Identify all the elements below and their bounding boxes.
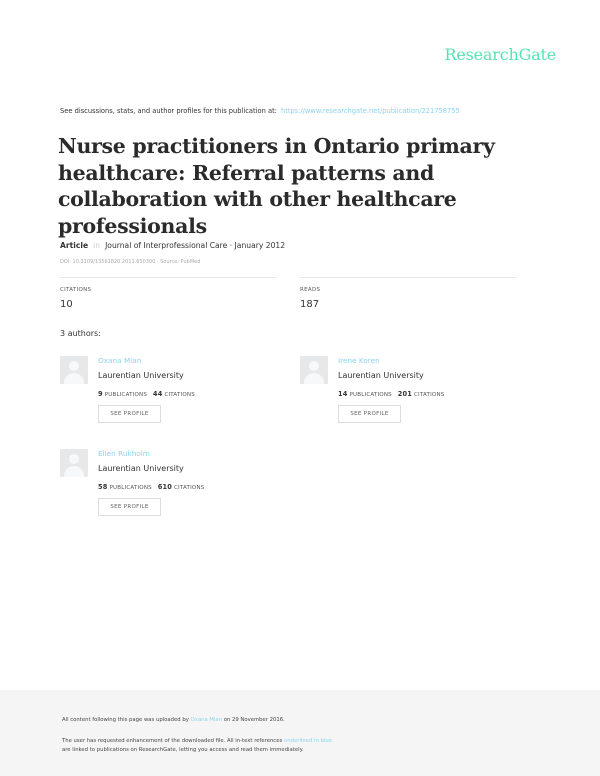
author-citations-label: CITATIONS bbox=[414, 392, 445, 398]
publication-venue: Journal of Interprofessional Care · January 2012 bbox=[105, 241, 286, 250]
author-citations-label: CITATIONS bbox=[164, 392, 195, 398]
author-publications-label: PUBLICATIONS bbox=[349, 392, 392, 398]
publication-doi: DOI: 10.3109/13561820.2011.650300 · Source: PubMed bbox=[60, 259, 201, 265]
in-separator: in bbox=[93, 241, 101, 250]
author-stats bbox=[338, 390, 444, 398]
authors-heading: 3 authors: bbox=[60, 329, 101, 338]
publication-type: Article bbox=[60, 241, 89, 250]
enhancement-notice-cont: are linked to publications on ResearchGate, letting you access and read them immediately. bbox=[62, 747, 304, 753]
researchgate-logo[interactable]: ResearchGate bbox=[444, 45, 556, 64]
avatar-placeholder-icon[interactable] bbox=[60, 449, 88, 477]
author-stats bbox=[98, 483, 204, 491]
divider-left bbox=[60, 277, 276, 278]
upload-notice bbox=[62, 717, 285, 723]
author-name[interactable]: Irene Koren bbox=[338, 356, 380, 365]
author-citation-count: 44 bbox=[152, 390, 163, 398]
enhancement-notice bbox=[62, 738, 332, 744]
discussion-line bbox=[60, 107, 460, 115]
enhancement-text: The user has requested enhancement of the downloaded file. All in-text references bbox=[62, 738, 283, 744]
publication-title: Nurse practitioners in Ontario primary healthcare: Referral patterns and collaboration with other healthcare professionals bbox=[58, 134, 495, 238]
author-name[interactable]: Oxana Mian bbox=[98, 356, 142, 365]
author-publications-label: PUBLICATIONS bbox=[109, 485, 152, 491]
author-citation-count: 610 bbox=[157, 483, 173, 491]
upload-notice-text: All content following this page was uploaded by bbox=[62, 717, 189, 723]
reads-label: READS bbox=[300, 287, 321, 293]
author-institution: Laurentian University bbox=[338, 371, 424, 380]
avatar-placeholder-icon[interactable] bbox=[60, 356, 88, 384]
avatar-placeholder-icon[interactable] bbox=[300, 356, 328, 384]
discussion-text: See discussions, stats, and author profiles for this publication at: bbox=[60, 107, 277, 115]
footer bbox=[0, 690, 600, 776]
author-publication-count: 14 bbox=[338, 390, 348, 398]
uploader-link[interactable]: Oxana Mian bbox=[190, 717, 223, 723]
author-citations-label: CITATIONS bbox=[174, 485, 205, 491]
reads-count: 187 bbox=[300, 299, 320, 310]
author-publications-label: PUBLICATIONS bbox=[104, 392, 148, 398]
upload-date: on 29 November 2016. bbox=[223, 717, 285, 723]
see-profile-button[interactable]: SEE PROFILE bbox=[98, 405, 161, 423]
see-profile-button[interactable]: SEE PROFILE bbox=[338, 405, 401, 423]
author-publication-count: 9 bbox=[98, 390, 103, 398]
author-institution: Laurentian University bbox=[98, 464, 184, 473]
divider-right bbox=[300, 277, 516, 278]
citations-label: CITATIONS bbox=[60, 287, 92, 293]
see-profile-button[interactable]: SEE PROFILE bbox=[98, 498, 161, 516]
author-name[interactable]: Ellen Rukholm bbox=[98, 449, 150, 458]
author-citation-count: 201 bbox=[397, 390, 413, 398]
publication-link[interactable]: https://www.researchgate.net/publication/221758755 bbox=[280, 107, 460, 115]
author-publication-count: 58 bbox=[98, 483, 108, 491]
citations-count: 10 bbox=[60, 299, 73, 310]
author-institution: Laurentian University bbox=[98, 371, 184, 380]
publication-meta bbox=[60, 241, 285, 250]
author-stats bbox=[98, 390, 195, 398]
underlined-link[interactable]: underlined in blue bbox=[283, 738, 333, 744]
